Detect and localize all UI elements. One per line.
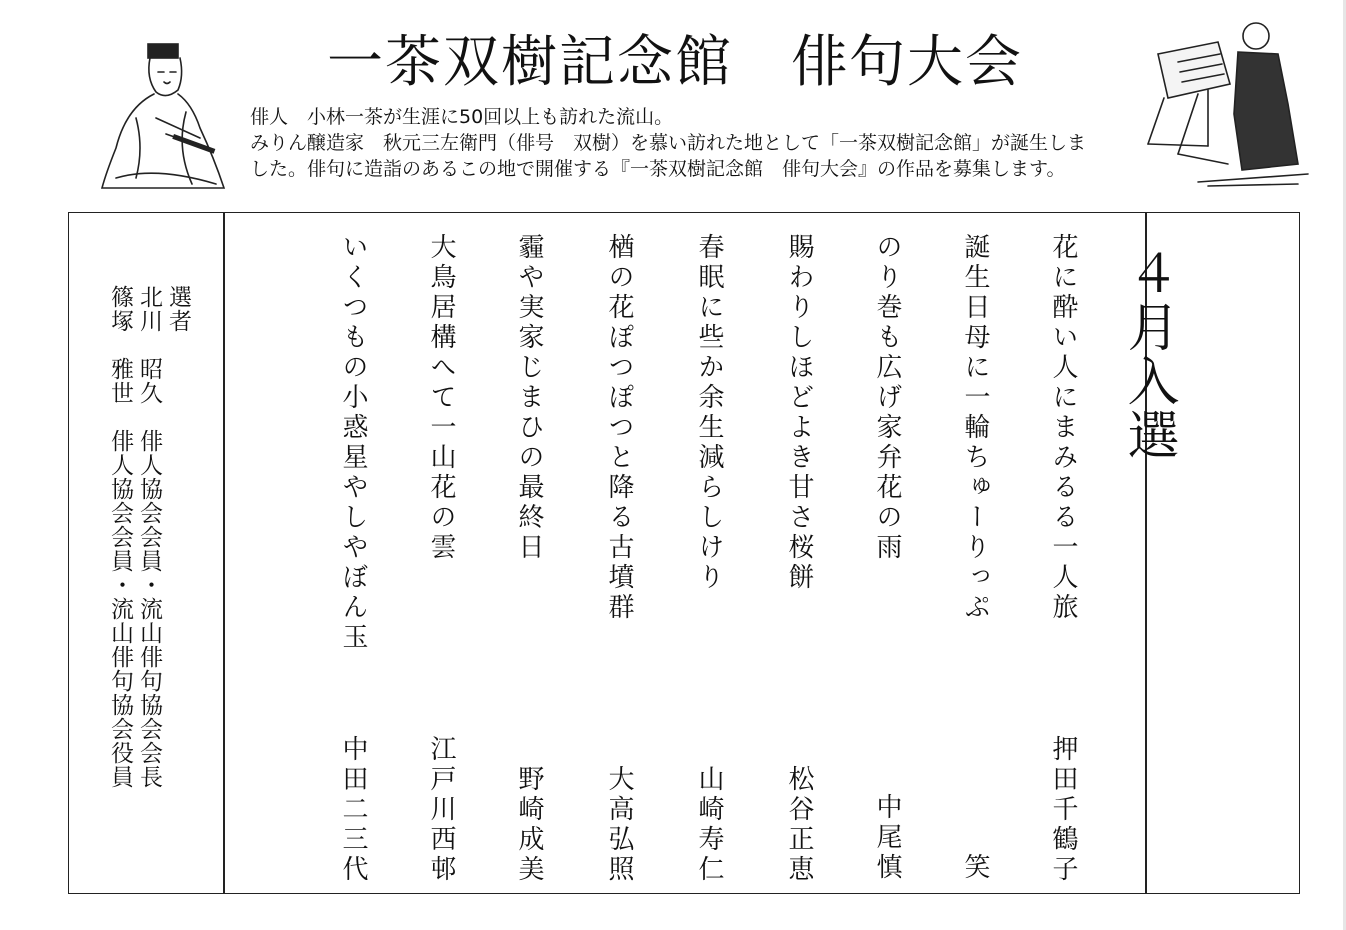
judge-line: 篠塚 雅世 俳人協会会員・流山俳句協会役員 — [107, 285, 133, 789]
column-divider — [223, 213, 225, 893]
haiku-poet: 中田二三代 — [338, 735, 368, 885]
haiku-poem: いくつもの小惑星やしやぼん玉 — [338, 233, 368, 653]
haiku-poet: 松谷正恵 — [784, 765, 814, 885]
haiku-poet: 中尾慎 — [872, 793, 902, 883]
intro-line: 俳人 小林一茶が生涯に50回以上も訪れた流山。 — [250, 106, 674, 128]
judges-heading: 選者 — [165, 285, 191, 333]
haiku-poet: 押田千鶴子 — [1048, 735, 1078, 885]
haiku-poet: 山崎寿仁 — [694, 765, 724, 885]
haiku-poet: 江戸川西邨 — [426, 735, 456, 885]
intro-text — [250, 104, 1150, 182]
haiku-poem: のり巻も広げ家弁花の雨 — [872, 233, 902, 563]
month-selection-label: ４月入選 — [1118, 246, 1178, 462]
intro-line: した。俳句に造詣のあるこの地で開催する『一茶双樹記念館 俳句大会』の作品を募集します。 — [250, 158, 1066, 180]
haiku-poem: 花に酔い人にまみるる一人旅 — [1048, 233, 1078, 623]
haiku-results-board — [68, 212, 1300, 894]
haiku-poem: 誕生日母に一輪ちゅーりっぷ — [960, 233, 990, 623]
haiku-poem: 賜わりしほどよき甘さ桜餅 — [784, 233, 814, 593]
haiku-poem: 楢の花ぽつぽつと降る古墳群 — [604, 233, 634, 623]
haiku-poem: 大鳥居構へて一山花の雲 — [426, 233, 456, 563]
intro-line: みりん醸造家 秋元三左衛門（俳号 双樹）を慕い訪れた地として「一茶双樹記念館」が誕生しま — [250, 132, 1087, 154]
issa-portrait-illustration — [96, 38, 232, 198]
haiku-poet: 大高弘照 — [604, 765, 634, 885]
haiku-poem: 霾や実家じまひの最終日 — [514, 233, 544, 563]
haiku-poet: 野崎成美 — [514, 765, 544, 885]
soju-portrait-illustration — [1138, 14, 1318, 194]
haiku-poem: 春眠に些か余生減らしけり — [694, 233, 724, 593]
judge-line: 北川 昭久 俳人協会会員・流山俳句協会会長 — [136, 285, 162, 789]
page-title: 一茶双樹記念館 俳句大会 — [327, 30, 1023, 95]
judges-panel — [105, 285, 192, 789]
haiku-poet: 笑 — [960, 853, 990, 883]
